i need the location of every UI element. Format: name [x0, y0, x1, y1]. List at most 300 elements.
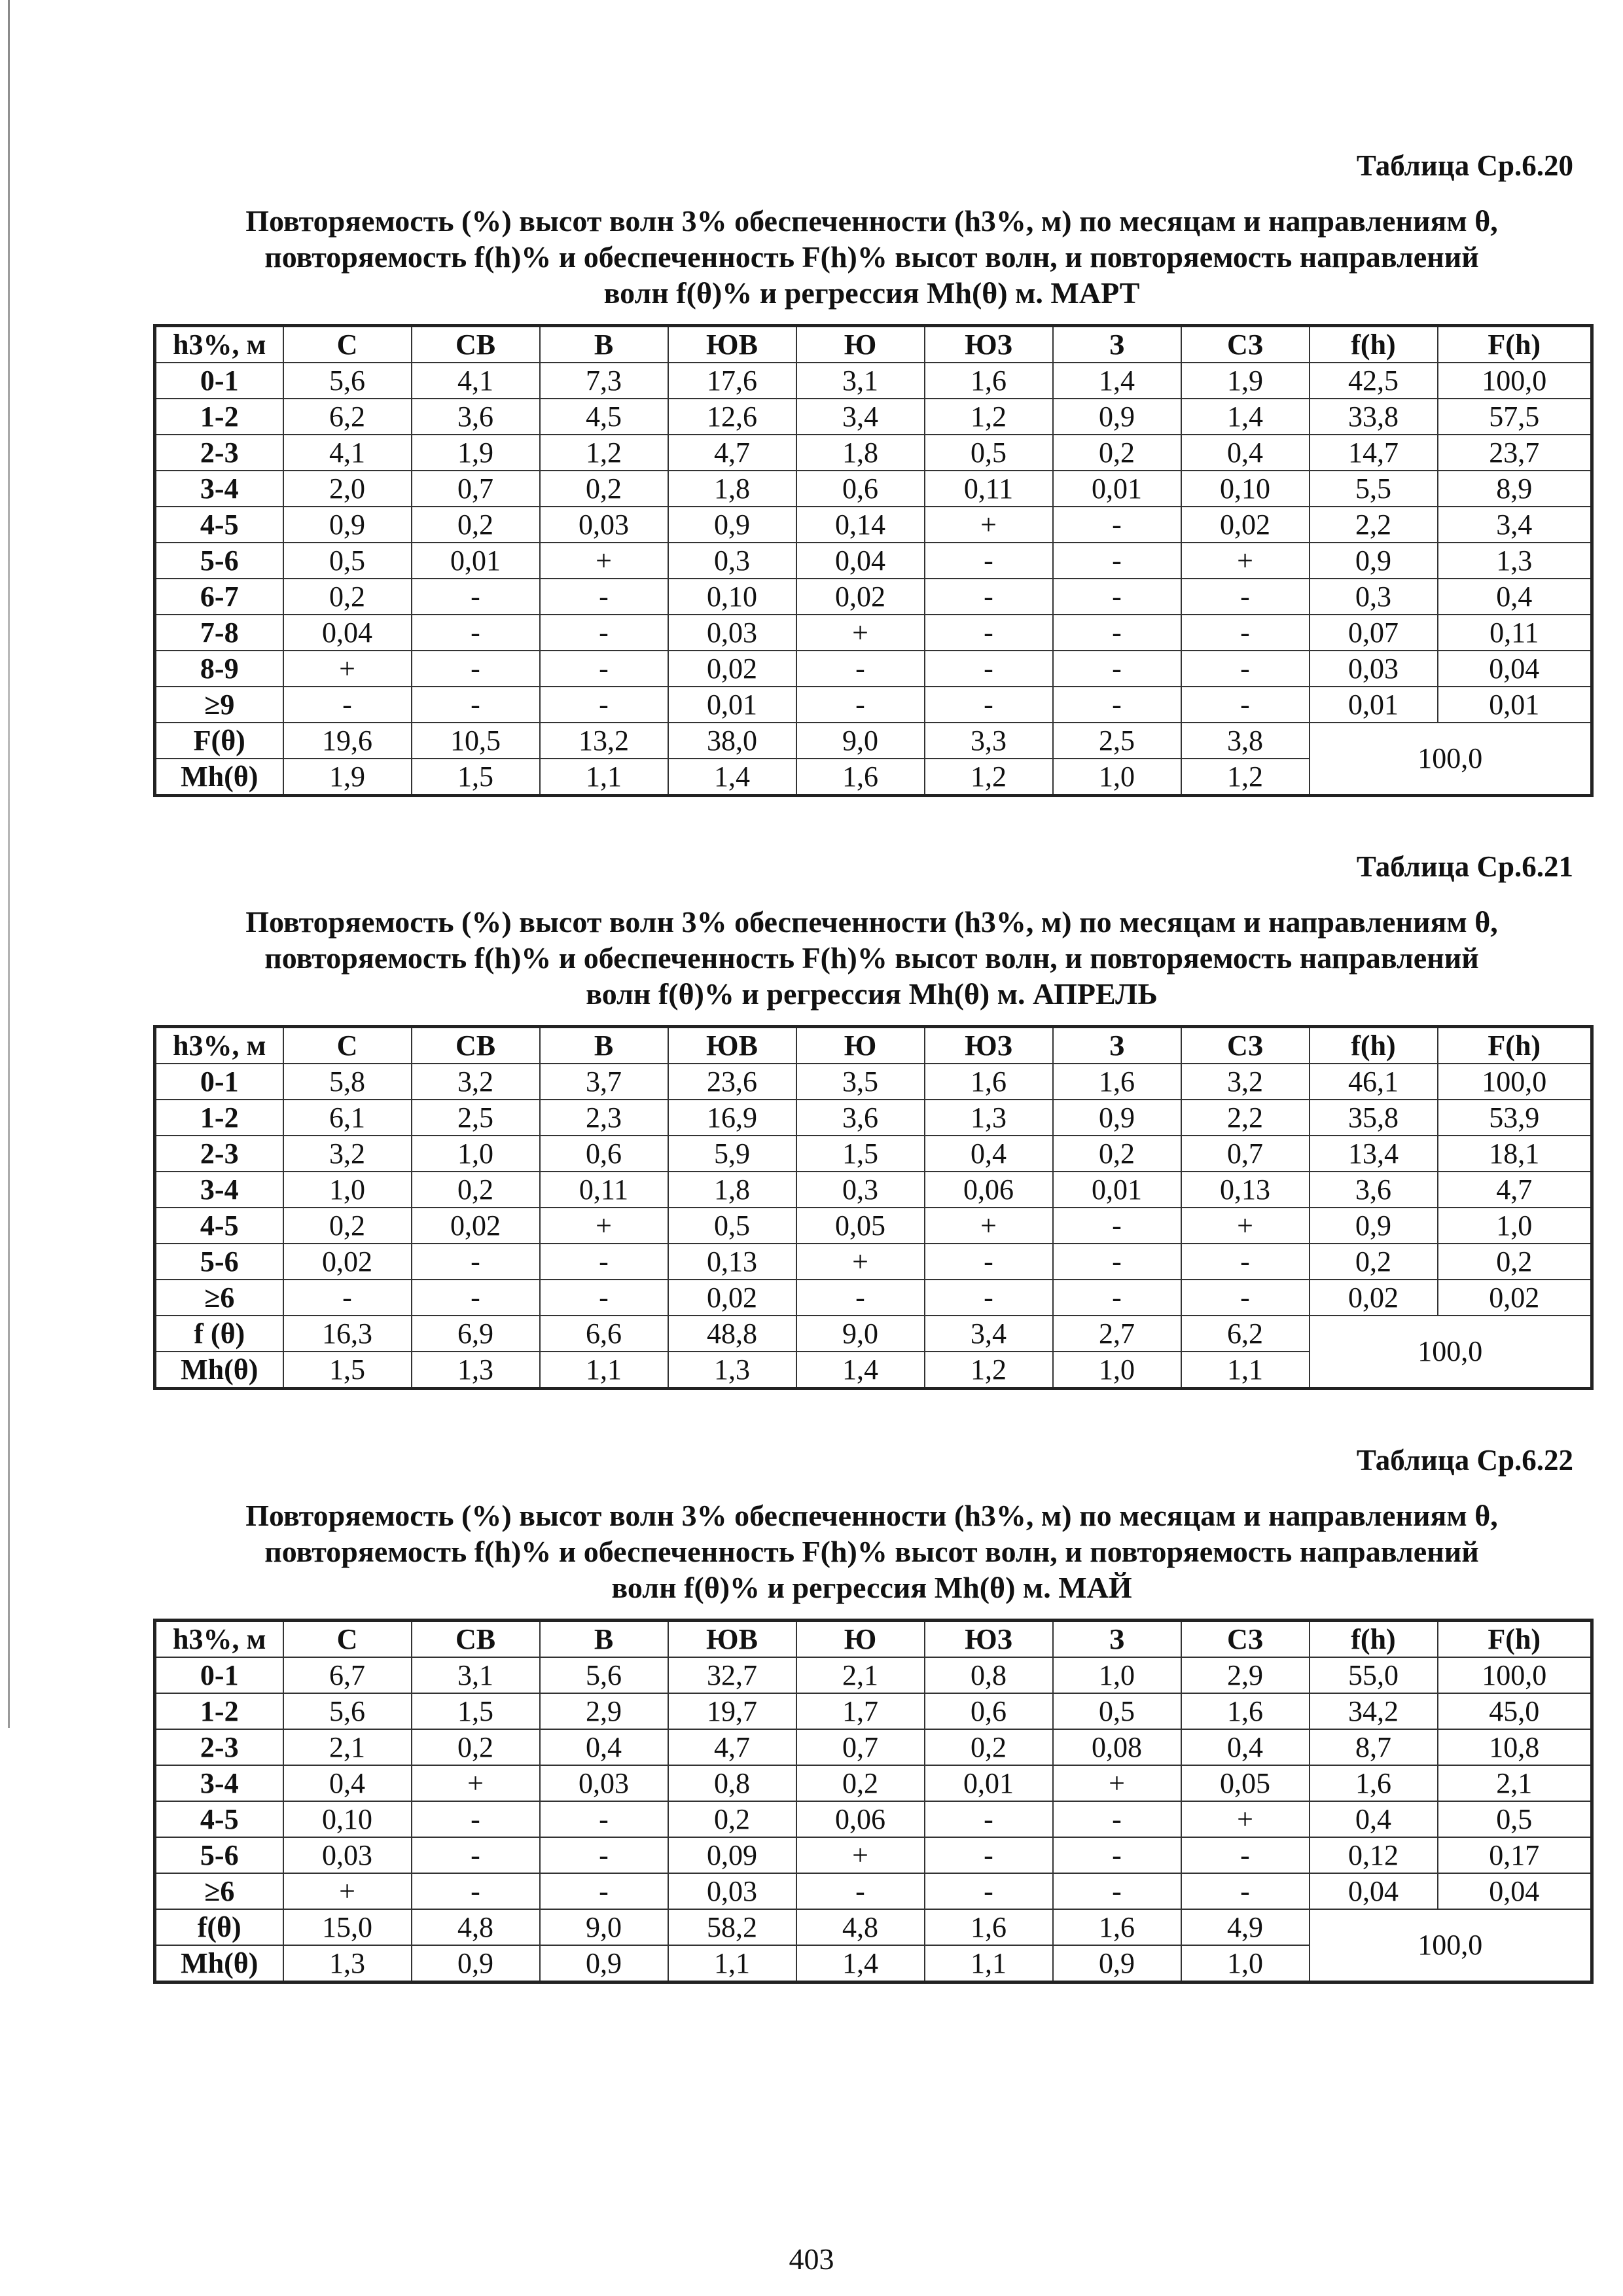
caption-line: повторяемость f(h)% и обеспеченность F(h)% высот волн, и повторяемость направлений [264, 240, 1479, 274]
table-cell: 10,5 [412, 723, 540, 759]
table-cell: - [412, 1280, 540, 1316]
table-cell: - [925, 1280, 1053, 1316]
table-cell: - [1053, 579, 1181, 615]
table-cell: 9,0 [796, 723, 925, 759]
table-cell: + [412, 1765, 540, 1801]
table-cell: 1,2 [1181, 759, 1310, 796]
table-cell: 1,8 [668, 471, 796, 507]
table-cell: 10,8 [1438, 1729, 1592, 1765]
row-label: 5-6 [155, 543, 283, 579]
table-cell: + [796, 615, 925, 651]
table-cell: + [540, 1208, 668, 1244]
table-cell: 46,1 [1310, 1064, 1438, 1100]
table-cell: 2,2 [1181, 1100, 1310, 1136]
table-cell: 0,2 [925, 1729, 1053, 1765]
table-cell: 0,6 [796, 471, 925, 507]
column-header: З [1053, 1027, 1181, 1064]
table-cell: + [925, 507, 1053, 543]
row-label: Mh(θ) [155, 1945, 283, 1982]
table-cell: 3,2 [412, 1064, 540, 1100]
table-cell: 0,4 [283, 1765, 412, 1801]
table-cell: 0,2 [283, 1208, 412, 1244]
table-cell: 0,7 [412, 471, 540, 507]
data-table [153, 324, 1594, 797]
column-header: Ю [796, 1027, 925, 1064]
table-cell: - [1181, 579, 1310, 615]
table-cell: 0,2 [668, 1801, 796, 1837]
table-cell: 1,3 [283, 1945, 412, 1982]
table-row [155, 1172, 1592, 1208]
table-cell: 0,02 [668, 651, 796, 687]
table-cell: - [925, 543, 1053, 579]
total-cell: 100,0 [1310, 1316, 1592, 1389]
table-cell: 2,9 [540, 1693, 668, 1729]
column-header: В [540, 1621, 668, 1658]
table-cell: 5,5 [1310, 471, 1438, 507]
table-cell: 1,0 [1053, 759, 1181, 796]
table-cell: - [540, 1801, 668, 1837]
table-cell: 13,4 [1310, 1136, 1438, 1172]
table-row [155, 579, 1592, 615]
table-row [155, 1657, 1592, 1693]
caption-line: Повторяемость (%) высот волн 3% обеспеченности (h3%, м) по месяцам и направлениям θ, [245, 204, 1498, 238]
table-cell: 0,6 [925, 1693, 1053, 1729]
table-cell: 1,1 [1181, 1352, 1310, 1389]
table-cell: 1,1 [925, 1945, 1053, 1982]
table-cell: 15,0 [283, 1909, 412, 1945]
table-row [155, 1280, 1592, 1316]
table-row [155, 1837, 1592, 1873]
table-row [155, 1729, 1592, 1765]
table-cell: 6,7 [283, 1657, 412, 1693]
row-label: 4-5 [155, 507, 283, 543]
table-cell: 55,0 [1310, 1657, 1438, 1693]
table-cell: - [1053, 507, 1181, 543]
table-cell: 8,7 [1310, 1729, 1438, 1765]
table-cell: 0,9 [1053, 1945, 1181, 1982]
table-cell: 18,1 [1438, 1136, 1592, 1172]
table-cell: 5,9 [668, 1136, 796, 1172]
table-cell: - [1181, 687, 1310, 723]
table-footer-row [155, 1316, 1592, 1352]
table-row [155, 1873, 1592, 1909]
table-cell: 0,2 [796, 1765, 925, 1801]
table-caption [153, 1498, 1590, 1605]
table-cell: 0,01 [1053, 1172, 1181, 1208]
table-cell: 0,02 [796, 579, 925, 615]
table-number: Таблица Ср.6.20 [1356, 149, 1573, 182]
table-cell: 0,5 [1438, 1801, 1592, 1837]
column-header: f(h) [1310, 326, 1438, 363]
table-cell: - [925, 579, 1053, 615]
table-cell: 2,1 [796, 1657, 925, 1693]
table-cell: - [540, 579, 668, 615]
table-cell: 0,04 [283, 615, 412, 651]
table-cell: 0,10 [668, 579, 796, 615]
table-cell: 6,2 [1181, 1316, 1310, 1352]
table-cell: - [1181, 615, 1310, 651]
table-cell: 5,8 [283, 1064, 412, 1100]
table-cell: 0,10 [1181, 471, 1310, 507]
caption-line: Повторяемость (%) высот волн 3% обеспеченности (h3%, м) по месяцам и направлениям θ, [245, 1499, 1498, 1532]
table-cell: 4,1 [283, 435, 412, 471]
column-header: СВ [412, 1621, 540, 1658]
table-cell: - [796, 687, 925, 723]
table-row [155, 363, 1592, 399]
table-cell: 0,2 [412, 1172, 540, 1208]
table-cell: 1,9 [1181, 363, 1310, 399]
row-label: 2-3 [155, 1729, 283, 1765]
table-cell: 0,4 [1438, 579, 1592, 615]
table-cell: - [412, 1801, 540, 1837]
column-header: В [540, 326, 668, 363]
table-cell: - [1181, 1873, 1310, 1909]
column-header: h3%, м [155, 1621, 283, 1658]
row-label: 4-5 [155, 1801, 283, 1837]
table-cell: 38,0 [668, 723, 796, 759]
table-cell: 1,2 [925, 399, 1053, 435]
table-cell: 0,03 [540, 1765, 668, 1801]
column-header: Ю [796, 326, 925, 363]
table-cell: 0,06 [796, 1801, 925, 1837]
table-cell: 6,6 [540, 1316, 668, 1352]
table-number: Таблица Ср.6.21 [1356, 850, 1573, 883]
table-row [155, 1136, 1592, 1172]
table-cell: - [1053, 1837, 1181, 1873]
row-label: 2-3 [155, 1136, 283, 1172]
table-cell: 0,01 [412, 543, 540, 579]
table-cell: 6,2 [283, 399, 412, 435]
table-cell: 0,13 [1181, 1172, 1310, 1208]
table-cell: 42,5 [1310, 363, 1438, 399]
row-label: 1-2 [155, 1693, 283, 1729]
data-table [153, 1619, 1594, 1984]
table-cell: + [540, 543, 668, 579]
caption-line: волн f(θ)% и регрессия Mh(θ) м. АПРЕЛЬ [586, 977, 1158, 1011]
table-cell: 17,6 [668, 363, 796, 399]
table-cell: 1,5 [412, 759, 540, 796]
table-row [155, 435, 1592, 471]
column-header: F(h) [1438, 326, 1592, 363]
table-cell: 2,1 [283, 1729, 412, 1765]
table-cell: 0,5 [925, 435, 1053, 471]
total-cell: 100,0 [1310, 723, 1592, 796]
table-cell: - [925, 1244, 1053, 1280]
table-cell: 48,8 [668, 1316, 796, 1352]
table-cell: 3,6 [796, 1100, 925, 1136]
row-label: 2-3 [155, 435, 283, 471]
table-cell: - [925, 651, 1053, 687]
table-cell: 0,02 [668, 1280, 796, 1316]
table-cell: 1,4 [796, 1352, 925, 1389]
table-cell: 1,0 [1181, 1945, 1310, 1982]
table-cell: 5,6 [283, 1693, 412, 1729]
table-cell: 0,02 [1438, 1280, 1592, 1316]
table-cell: 12,6 [668, 399, 796, 435]
row-label: 1-2 [155, 399, 283, 435]
table-cell: - [412, 1873, 540, 1909]
table-cell: - [1053, 651, 1181, 687]
table-cell: 2,9 [1181, 1657, 1310, 1693]
row-label: 8-9 [155, 651, 283, 687]
row-label: 0-1 [155, 363, 283, 399]
column-header: С [283, 1027, 412, 1064]
column-header: З [1053, 1621, 1181, 1658]
table-cell: 0,6 [540, 1136, 668, 1172]
column-header: ЮЗ [925, 1621, 1053, 1658]
table-cell: 0,07 [1310, 615, 1438, 651]
table-cell: 0,5 [668, 1208, 796, 1244]
column-header: СВ [412, 326, 540, 363]
table-cell: - [1053, 1280, 1181, 1316]
table-cell: 0,7 [796, 1729, 925, 1765]
row-label: 0-1 [155, 1657, 283, 1693]
column-header: h3%, м [155, 326, 283, 363]
table-cell: 4,7 [1438, 1172, 1592, 1208]
table-cell: 0,2 [540, 471, 668, 507]
table-row [155, 1244, 1592, 1280]
table-cell: 100,0 [1438, 1064, 1592, 1100]
table-cell: 0,5 [1053, 1693, 1181, 1729]
row-label: 3-4 [155, 1765, 283, 1801]
table-cell: 7,3 [540, 363, 668, 399]
row-label: ≥9 [155, 687, 283, 723]
page-number: 403 [789, 2242, 834, 2276]
table-cell: 4,1 [412, 363, 540, 399]
table-cell: 53,9 [1438, 1100, 1592, 1136]
table-cell: 1,0 [283, 1172, 412, 1208]
table-cell: 0,9 [1310, 543, 1438, 579]
table-cell: 0,01 [1310, 687, 1438, 723]
table-cell: 0,03 [283, 1837, 412, 1873]
table-row [155, 1208, 1592, 1244]
total-cell: 100,0 [1310, 1909, 1592, 1982]
table-cell: 0,4 [540, 1729, 668, 1765]
table-cell: - [1181, 651, 1310, 687]
table-cell: + [283, 1873, 412, 1909]
table-cell: 0,04 [1438, 1873, 1592, 1909]
table-cell: - [540, 1280, 668, 1316]
table-cell: 57,5 [1438, 399, 1592, 435]
table-cell: 0,5 [283, 543, 412, 579]
table-cell: 2,5 [412, 1100, 540, 1136]
column-header: СЗ [1181, 326, 1310, 363]
table-cell: 4,8 [412, 1909, 540, 1945]
table-cell: 33,8 [1310, 399, 1438, 435]
table-cell: 1,5 [796, 1136, 925, 1172]
table-cell: - [283, 1280, 412, 1316]
table-cell: 0,9 [1053, 1100, 1181, 1136]
table-section-may [153, 1440, 1590, 1984]
table-cell: 16,3 [283, 1316, 412, 1352]
table-cell: 1,6 [925, 1909, 1053, 1945]
table-cell: 0,01 [1053, 471, 1181, 507]
table-cell: - [540, 687, 668, 723]
table-cell: - [540, 1837, 668, 1873]
table-cell: 0,2 [1053, 435, 1181, 471]
row-label: 3-4 [155, 1172, 283, 1208]
table-row [155, 651, 1592, 687]
table-row [155, 1693, 1592, 1729]
table-row [155, 471, 1592, 507]
table-cell: + [925, 1208, 1053, 1244]
table-cell: 32,7 [668, 1657, 796, 1693]
table-row [155, 1100, 1592, 1136]
table-cell: 2,3 [540, 1100, 668, 1136]
table-cell: 0,8 [668, 1765, 796, 1801]
table-cell: 4,5 [540, 399, 668, 435]
table-cell: 1,6 [925, 1064, 1053, 1100]
table-cell: 2,1 [1438, 1765, 1592, 1801]
table-cell: 1,4 [1053, 363, 1181, 399]
table-cell: 0,01 [668, 687, 796, 723]
table-cell: 14,7 [1310, 435, 1438, 471]
row-label: f(θ) [155, 1909, 283, 1945]
column-header: СВ [412, 1027, 540, 1064]
table-cell: 0,05 [796, 1208, 925, 1244]
table-cell: 0,4 [925, 1136, 1053, 1172]
table-cell: + [1181, 1208, 1310, 1244]
table-cell: 5,6 [540, 1657, 668, 1693]
table-cell: 1,4 [668, 759, 796, 796]
table-cell: 1,2 [540, 435, 668, 471]
row-label: 5-6 [155, 1837, 283, 1873]
table-cell: - [925, 687, 1053, 723]
column-header: F(h) [1438, 1027, 1592, 1064]
table-cell: 1,6 [925, 363, 1053, 399]
table-cell: 0,2 [1310, 1244, 1438, 1280]
table-cell: 1,7 [796, 1693, 925, 1729]
table-cell: 3,6 [1310, 1172, 1438, 1208]
table-cell: 1,6 [1181, 1693, 1310, 1729]
table-cell: 6,9 [412, 1316, 540, 1352]
row-label: 3-4 [155, 471, 283, 507]
table-cell: 1,1 [668, 1945, 796, 1982]
table-cell: 0,08 [1053, 1729, 1181, 1765]
table-cell: 1,9 [412, 435, 540, 471]
table-row [155, 1801, 1592, 1837]
row-label: 4-5 [155, 1208, 283, 1244]
table-cell: 3,6 [412, 399, 540, 435]
caption-line: повторяемость f(h)% и обеспеченность F(h)% высот волн, и повторяемость направлений [264, 1535, 1479, 1568]
table-cell: - [412, 579, 540, 615]
table-section-apr [153, 846, 1590, 1390]
table-cell: 2,2 [1310, 507, 1438, 543]
table-cell: 1,1 [540, 759, 668, 796]
table-cell: 0,3 [796, 1172, 925, 1208]
table-cell: 3,5 [796, 1064, 925, 1100]
table-cell: 1,4 [1181, 399, 1310, 435]
table-cell: 1,9 [283, 759, 412, 796]
row-label: F(θ) [155, 723, 283, 759]
table-cell: 0,9 [540, 1945, 668, 1982]
table-cell: + [796, 1244, 925, 1280]
table-cell: 1,5 [412, 1693, 540, 1729]
caption-line: Повторяемость (%) высот волн 3% обеспеченности (h3%, м) по месяцам и направлениям θ, [245, 905, 1498, 939]
table-cell: 4,9 [1181, 1909, 1310, 1945]
table-cell: 3,4 [925, 1316, 1053, 1352]
table-cell: 1,8 [668, 1172, 796, 1208]
table-cell: - [412, 1837, 540, 1873]
caption-line: волн f(θ)% и регрессия Mh(θ) м. МАРТ [603, 276, 1140, 310]
table-cell: + [1181, 543, 1310, 579]
table-cell: 2,0 [283, 471, 412, 507]
table-section-mar [153, 145, 1590, 797]
row-label: 0-1 [155, 1064, 283, 1100]
table-caption [153, 904, 1590, 1012]
column-header: ЮВ [668, 1621, 796, 1658]
table-cell: 0,8 [925, 1657, 1053, 1693]
table-cell: 45,0 [1438, 1693, 1592, 1729]
table-number: Таблица Ср.6.22 [1356, 1444, 1573, 1477]
table-row [155, 1765, 1592, 1801]
table-cell: 0,04 [1310, 1873, 1438, 1909]
table-cell: 0,03 [668, 1873, 796, 1909]
column-header: З [1053, 326, 1181, 363]
column-header: В [540, 1027, 668, 1064]
table-header-row [155, 326, 1592, 363]
table-cell: 0,7 [1181, 1136, 1310, 1172]
table-cell: - [540, 615, 668, 651]
table-cell: 1,6 [1053, 1909, 1181, 1945]
table-cell: 34,2 [1310, 1693, 1438, 1729]
table-cell: 19,6 [283, 723, 412, 759]
table-row [155, 687, 1592, 723]
table-cell: - [1053, 615, 1181, 651]
caption-line: повторяемость f(h)% и обеспеченность F(h)% высот волн, и повторяемость направлений [264, 941, 1479, 975]
table-cell: - [540, 1244, 668, 1280]
column-header: F(h) [1438, 1621, 1592, 1658]
table-cell: 100,0 [1438, 1657, 1592, 1693]
table-cell: 3,8 [1181, 723, 1310, 759]
table-cell: - [796, 651, 925, 687]
table-cell: 0,17 [1438, 1837, 1592, 1873]
table-cell: + [796, 1837, 925, 1873]
table-cell: 1,0 [1438, 1208, 1592, 1244]
table-cell: 0,04 [796, 543, 925, 579]
row-label: 1-2 [155, 1100, 283, 1136]
table-cell: 19,7 [668, 1693, 796, 1729]
table-cell: 58,2 [668, 1909, 796, 1945]
row-label: 7-8 [155, 615, 283, 651]
table-cell: 1,2 [925, 759, 1053, 796]
table-cell: 1,6 [1053, 1064, 1181, 1100]
table-cell: - [1181, 1280, 1310, 1316]
row-label: 6-7 [155, 579, 283, 615]
table-cell: 1,3 [412, 1352, 540, 1389]
table-cell: 0,02 [1181, 507, 1310, 543]
table-cell: - [540, 1873, 668, 1909]
table-cell: 2,7 [1053, 1316, 1181, 1352]
table-cell: 4,8 [796, 1909, 925, 1945]
table-cell: 0,01 [925, 1765, 1053, 1801]
column-header: ЮВ [668, 326, 796, 363]
row-label: Mh(θ) [155, 759, 283, 796]
table-cell: 3,2 [283, 1136, 412, 1172]
table-cell: - [1053, 1244, 1181, 1280]
table-cell: 3,1 [796, 363, 925, 399]
table-cell: 1,1 [540, 1352, 668, 1389]
column-header: h3%, м [155, 1027, 283, 1064]
table-cell: 1,6 [796, 759, 925, 796]
table-cell: - [1181, 1837, 1310, 1873]
table-cell: 0,04 [1438, 651, 1592, 687]
table-cell: 0,09 [668, 1837, 796, 1873]
table-cell: 0,03 [668, 615, 796, 651]
table-cell: 13,2 [540, 723, 668, 759]
table-cell: 0,2 [412, 1729, 540, 1765]
table-cell: 9,0 [540, 1909, 668, 1945]
